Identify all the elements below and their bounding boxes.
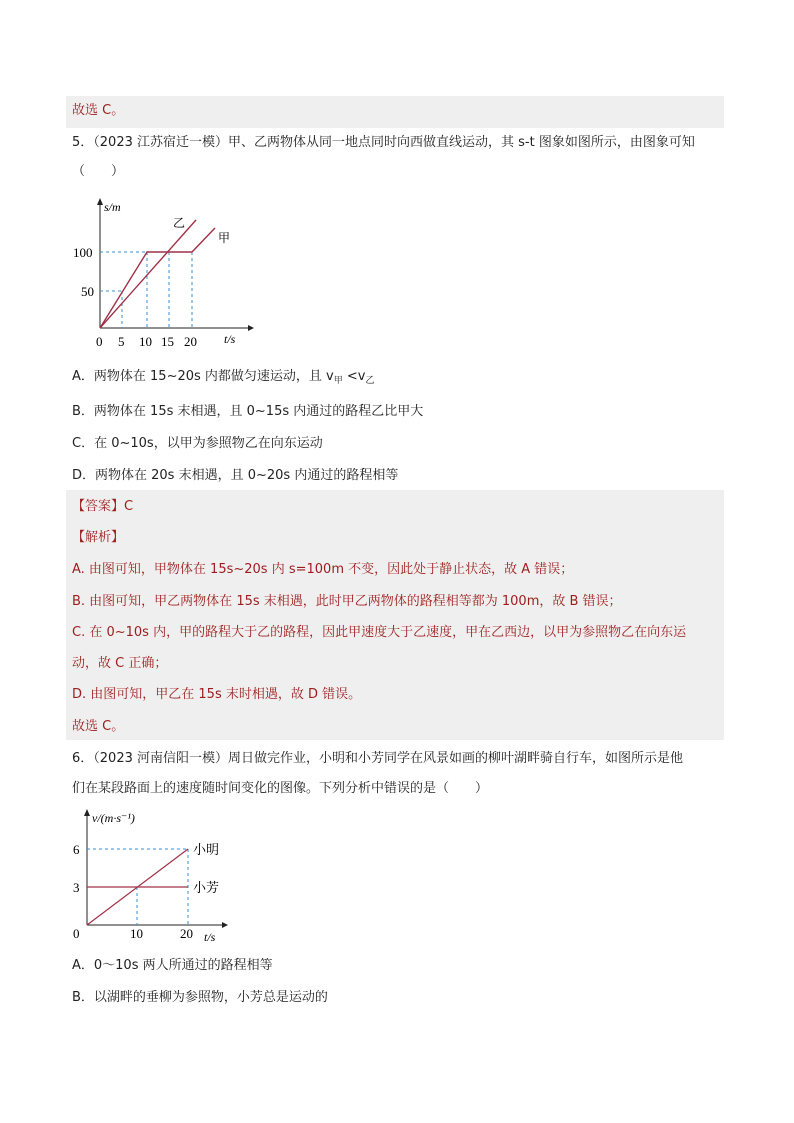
q5-option-c: C．在 0~10s，以甲为参照物乙在向东运动 bbox=[72, 436, 323, 451]
q5-option-b: B．两物体在 15s 末相遇，且 0~15s 内通过的路程乙比甲大 bbox=[72, 404, 424, 419]
q5-analysis-b: B. 由图可知，甲乙两物体在 15s 末相遇，此时甲乙两物体的路程相等都为 100m，故 B 错误； bbox=[72, 594, 622, 609]
q5-analysis-title: 【解析】 bbox=[72, 530, 125, 545]
q5-x-tick-10: 10 bbox=[139, 334, 152, 349]
q5-answer: 【答案】C bbox=[72, 499, 134, 514]
q6-option-b: B．以湖畔的垂柳为参照物，小芳总是运动的 bbox=[72, 990, 328, 1005]
q5-stem-line2: （ ） bbox=[72, 164, 125, 179]
q5-y-axis-label: s/m bbox=[104, 200, 121, 214]
q5-label-jia: 甲 bbox=[218, 231, 231, 245]
q5-stem-line1: 5．（2023 江苏宿迁一模）甲、乙两物体从同一地点同时向西做直线运动，其 s-t 图象如图所示，由图象可知 bbox=[72, 135, 695, 150]
q5-y-tick-100: 100 bbox=[73, 245, 93, 260]
q6-label-xiaofang: 小芳 bbox=[193, 880, 220, 895]
q5-st-chart bbox=[70, 195, 260, 355]
q6-y-axis-label: v/(m·s⁻¹) bbox=[92, 811, 135, 825]
q5-analysis-c: C. 在 0~10s 内，甲的路程大于乙的路程，因此甲速度大于乙速度，甲在乙西边，以甲为参照物乙在向东运 bbox=[72, 625, 687, 640]
q6-x-tick-20: 20 bbox=[180, 926, 193, 941]
prev-conclusion-shade bbox=[66, 96, 724, 128]
q5-option-d: D．两物体在 20s 末相遇，且 0~20s 内通过的路程相等 bbox=[72, 468, 399, 483]
q6-stem-line2: 们在某段路面上的速度随时间变化的图像。下列分析中错误的是（ ） bbox=[72, 781, 489, 796]
q5-y-tick-50: 50 bbox=[81, 284, 94, 299]
q6-stem-line1: 6．（2023 河南信阳一模）周日做完作业，小明和小芳同学在风景如画的柳叶湖畔骑自行车，如图所示是他 bbox=[72, 751, 683, 766]
q5-x-tick-5: 5 bbox=[118, 334, 125, 349]
q6-vt-chart bbox=[62, 808, 262, 948]
q5-x-tick-15: 15 bbox=[161, 334, 174, 349]
q5-analysis-a: A. 由图可知，甲物体在 15s~20s 内 s=100m 不变，因此处于静止状态，故 A 错误； bbox=[72, 562, 574, 577]
q5-x-axis-label: t/s bbox=[224, 332, 236, 346]
q5-analysis-c-cont: 动，故 C 正确； bbox=[72, 656, 168, 671]
prev-conclusion: 故选 C。 bbox=[72, 103, 125, 118]
q6-y-tick-3: 3 bbox=[73, 880, 80, 895]
q5-analysis-d: D. 由图可知，甲乙在 15s 末时相遇，故 D 错误。 bbox=[72, 687, 362, 702]
q6-x-axis-label: t/s bbox=[204, 930, 216, 944]
q6-label-xiaoming: 小明 bbox=[193, 842, 220, 857]
q6-x-tick-0: 0 bbox=[73, 926, 80, 941]
q5-x-tick-0: 0 bbox=[96, 334, 103, 349]
q5-x-tick-20: 20 bbox=[184, 334, 197, 349]
q5-label-yi: 乙 bbox=[173, 216, 186, 230]
q5-option-a: A．两物体在 15~20s 内都做匀速运动，且 $v_甲 <v_乙$ bbox=[72, 369, 375, 386]
q6-y-tick-6: 6 bbox=[73, 842, 80, 857]
q6-x-tick-10: 10 bbox=[130, 926, 143, 941]
q6-option-a: A．0～10s 两人所通过的路程相等 bbox=[72, 958, 273, 973]
q5-conclusion: 故选 C。 bbox=[72, 719, 125, 734]
